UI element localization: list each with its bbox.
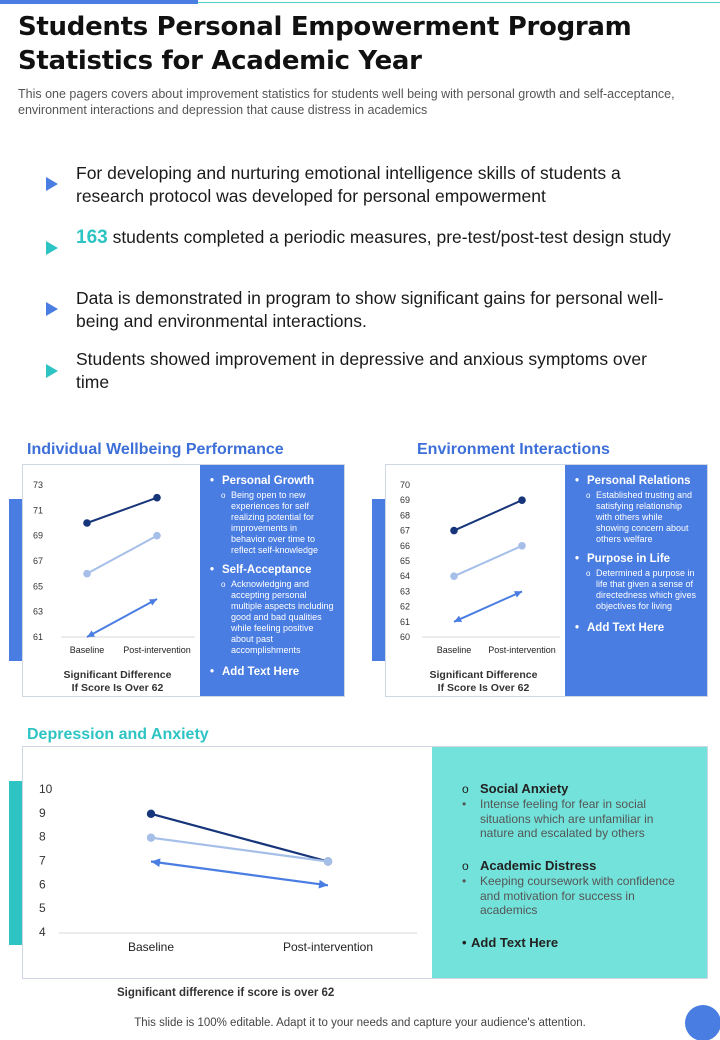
y-tick-label: 6	[39, 877, 46, 892]
arrow-bullet-icon	[46, 364, 58, 378]
y-tick-label: 63	[400, 586, 411, 597]
key-point-text: Students showed improvement in depressive and anxious symptoms over time	[76, 349, 647, 392]
page-title: Students Personal Empowerment Program Statistics for Academic Year	[18, 12, 632, 76]
series-point	[147, 810, 155, 818]
series-point	[147, 833, 155, 841]
x-tick-label: Post-intervention	[282, 940, 374, 954]
y-tick-label: 67	[33, 556, 44, 566]
series-line	[151, 838, 328, 862]
y-tick-label: 73	[33, 480, 44, 490]
info-heading: • Self-Acceptance	[210, 564, 334, 577]
environment-info-box	[565, 465, 707, 696]
arrow-bullet-icon	[46, 302, 58, 316]
key-point-text: For developing and nurturing emotional intelligence skills of students a research protocol was developed for personal empowerment	[76, 163, 621, 206]
environment-section-title: Environment Interactions	[417, 441, 610, 458]
series-point	[153, 494, 161, 502]
info-heading: • Personal Relations	[575, 475, 697, 488]
top-accent-bar	[0, 0, 198, 4]
page-indicator-dot	[685, 1005, 720, 1040]
info-desc: Keeping coursework with confidence and motivation for success in academics	[480, 874, 675, 917]
depression-info-box	[432, 747, 707, 978]
info-heading: • Purpose in Life	[575, 553, 697, 566]
wellbeing-info-box	[200, 465, 344, 696]
y-tick-label: 9	[39, 805, 46, 820]
x-tick-label: Baseline	[436, 645, 472, 655]
depression-chart	[23, 747, 431, 978]
x-tick-label: Baseline	[69, 645, 105, 655]
add-text-placeholder: • Add Text Here	[210, 666, 334, 679]
y-tick-label: 67	[400, 525, 411, 536]
series-line	[151, 814, 328, 862]
ring-bullet-icon: o	[462, 859, 469, 873]
series-point	[518, 496, 526, 504]
footer-note: This slide is 100% editable. Adapt it to your needs and capture your audience's attention.	[134, 1017, 586, 1029]
y-tick-label: 7	[39, 853, 46, 868]
series-point	[518, 542, 526, 550]
info-desc: o Established trusting and satisfying relationship with others while showing concern about others welfare	[575, 490, 697, 545]
series-point	[450, 527, 458, 535]
x-tick-label: Baseline	[127, 940, 175, 954]
key-point-number: 163	[76, 227, 108, 248]
depression-side-accent	[9, 781, 22, 945]
wellbeing-side-accent	[9, 499, 22, 661]
y-tick-label: 69	[33, 530, 44, 541]
dot-bullet-icon: •	[462, 874, 467, 888]
y-tick-label: 65	[400, 556, 411, 566]
y-tick-label: 69	[400, 495, 411, 506]
y-tick-label: 5	[39, 901, 46, 916]
series-line	[87, 599, 157, 637]
environment-side-accent	[372, 499, 385, 661]
y-tick-label: 4	[39, 925, 46, 939]
arrow-bullet-icon	[46, 241, 58, 255]
arrow-bullet-icon	[46, 177, 58, 191]
y-tick-label: 65	[33, 581, 44, 592]
page-subtitle: This one pagers covers about improvement statistics for students well being with personal growth and self-acceptance, environment interactions and depression that cause distress in academics	[18, 87, 675, 117]
top-accent-line	[198, 2, 720, 3]
environment-caption: Significant Difference If Score Is Over 62	[429, 669, 538, 694]
info-desc: o Determined a purpose in life that given a sense of directedness which gives objectives for living	[575, 568, 697, 612]
info-heading: • Personal Growth	[210, 475, 334, 488]
wellbeing-chart	[23, 465, 199, 661]
series-line	[454, 591, 522, 621]
y-tick-label: 10	[39, 782, 53, 796]
series-line	[87, 498, 157, 523]
wellbeing-section-title: Individual Wellbeing Performance	[27, 441, 284, 458]
y-tick-label: 8	[39, 829, 46, 844]
ring-bullet-icon: o	[462, 782, 469, 796]
y-tick-label: 61	[33, 632, 44, 642]
series-point	[153, 532, 161, 540]
add-text-placeholder: • Add Text Here	[575, 622, 697, 635]
y-tick-label: 62	[400, 601, 411, 612]
series-point	[450, 572, 458, 580]
info-desc: Intense feeling for fear in social situations which are unfamiliar in nature and escalated by others	[480, 797, 654, 840]
x-tick-label: Post-intervention	[123, 645, 191, 655]
x-tick-label: Post-intervention	[488, 645, 556, 655]
add-text-placeholder: Add Text Here	[471, 935, 559, 950]
y-tick-label: 70	[400, 480, 411, 490]
depression-footnote: Significant difference if score is over 62	[117, 987, 335, 999]
info-heading: Academic Distress	[480, 858, 597, 873]
info-desc: o Being open to new experiences for self realizing potential for improvements in behavior over time to reflect self-knowledge	[210, 490, 334, 556]
y-tick-label: 60	[400, 632, 411, 642]
series-line	[454, 500, 522, 530]
series-point	[83, 570, 91, 578]
y-tick-label: 68	[400, 510, 411, 521]
y-tick-label: 64	[400, 571, 411, 582]
series-line	[151, 862, 328, 886]
y-tick-label: 71	[33, 505, 44, 516]
info-desc: o Acknowledging and accepting personal multiple aspects including good and bad qualities while feeling positive about past accomplishments	[210, 579, 334, 656]
y-tick-label: 63	[33, 606, 44, 617]
info-heading: Social Anxiety	[480, 781, 569, 796]
environment-chart	[386, 465, 564, 661]
depression-section-title: Depression and Anxiety	[27, 726, 209, 743]
y-tick-label: 61	[400, 616, 411, 627]
dot-bullet-icon: •	[462, 935, 467, 950]
dot-bullet-icon: •	[462, 797, 467, 811]
wellbeing-caption: Significant Difference If Score Is Over 62	[63, 669, 172, 694]
series-line	[87, 536, 157, 574]
series-point	[324, 857, 332, 865]
key-point-text: students completed a periodic measures, pre-test/post-test design study	[107, 227, 671, 247]
key-point-text: Data is demonstrated in program to show significant gains for personal well-being and environmental interactions.	[76, 288, 664, 331]
y-tick-label: 66	[400, 540, 411, 551]
series-line	[454, 546, 522, 576]
series-point	[83, 519, 91, 527]
